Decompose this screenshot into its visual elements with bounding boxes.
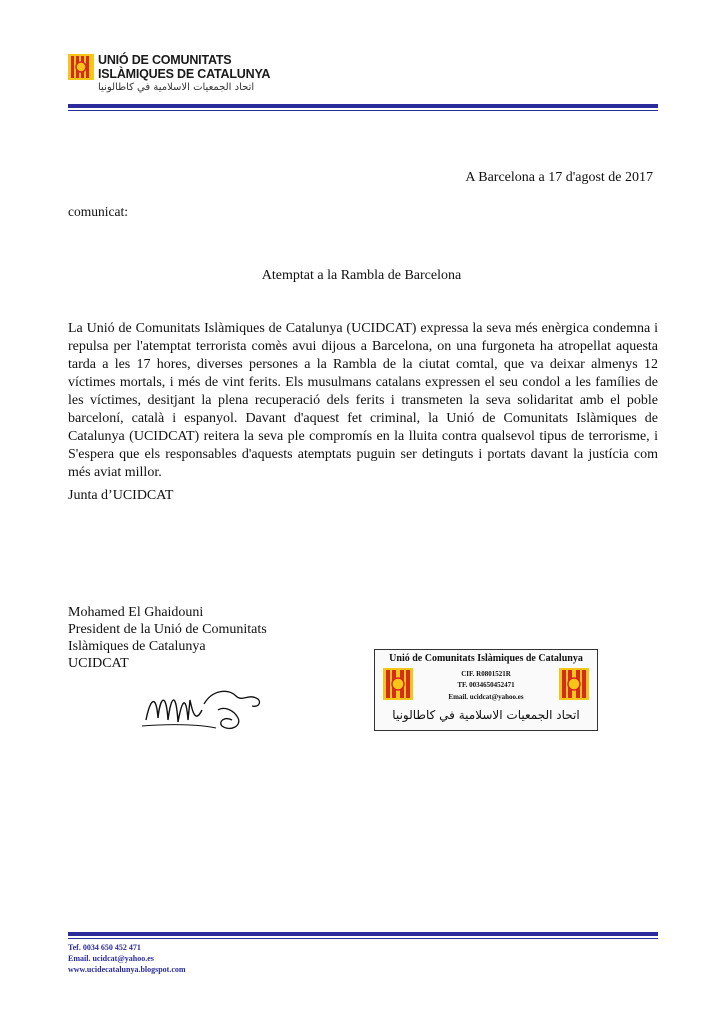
signatory-block [68,604,267,672]
letter-date: A Barcelona a 17 d'agost de 2017 [465,170,653,185]
signatory-role-line1: President de la Unió de Comunitats [68,622,267,637]
footer-contact [68,942,186,975]
footer-phone: Tef. 0034 650 452 471 [68,943,141,952]
letterhead-line1: UNIÓ DE COMUNITATS [98,53,232,67]
stamp-cif: CIF. R0801521R [461,670,511,678]
organization-stamp [374,649,598,731]
letterhead-logo [68,50,271,98]
signatory-name: Mohamed El Ghaidouni [68,605,204,620]
stamp-email: Email. ucidcat@yahoo.es [448,693,524,701]
handwritten-signature [138,680,278,740]
footer-email: Email. ucidcat@yahoo.es [68,954,154,963]
header-rule [68,104,658,111]
footer-rule [68,932,658,939]
stamp-phone: TF. 0034650452471 [457,681,515,689]
signatory-org: UCIDCAT [68,656,129,671]
junta-line: Junta d’UCIDCAT [68,488,174,503]
ucidcat-logo-icon [68,54,94,80]
letterhead-arabic: اتحاد الجمعيات الاسلامية في كاطالونيا [98,82,255,93]
letter-body: La Unió de Comunitats Islàmiques de Catalunya (UCIDCAT) expressa la seva més enèrgica condemna i repulsa per l'atemptat terrorista comès avui dijous a Barcelona, on una furgoneta ha atropellat aquesta tarda a les 17 hores, diverses persones a la Rambla de la ciutat comtal, que va deixar almenys 12 víctimes mortals, i més de vint ferits. Els musulmans catalans expressen el seu condol a les famílies de les víctimes, desitjant la plena recuperació dels ferits i transmeten la seva solidaritat amb el poble barceloní, català i espanyol. Davant d'aquest fet criminal, la Unió de Comunitats Islàmiques de Catalunya (UCIDCAT) reitera la seva ple compromís en la lluita contra qualsevol tipus de terrorisme, i S'espera que els responsables d'aquests atemptats puguin ser detinguts i portats davant la justícia com més aviat millor. [68,321,658,480]
letter-subject: Atemptat a la Rambla de Barcelona [261,268,462,283]
footer-website: www.ucidecatalunya.blogspot.com [68,965,186,974]
stamp-arabic: اتحاد الجمعيات الاسلامية في كاطالونيا [392,708,580,722]
signatory-role-line2: Islàmiques de Catalunya [68,639,206,654]
comunicat-label: comunicat: [68,204,128,219]
stamp-title: Unió de Comunitats Islàmiques de Catalunya [389,653,583,664]
letterhead-line2: ISLÀMIQUES DE CATALUNYA [98,67,271,81]
